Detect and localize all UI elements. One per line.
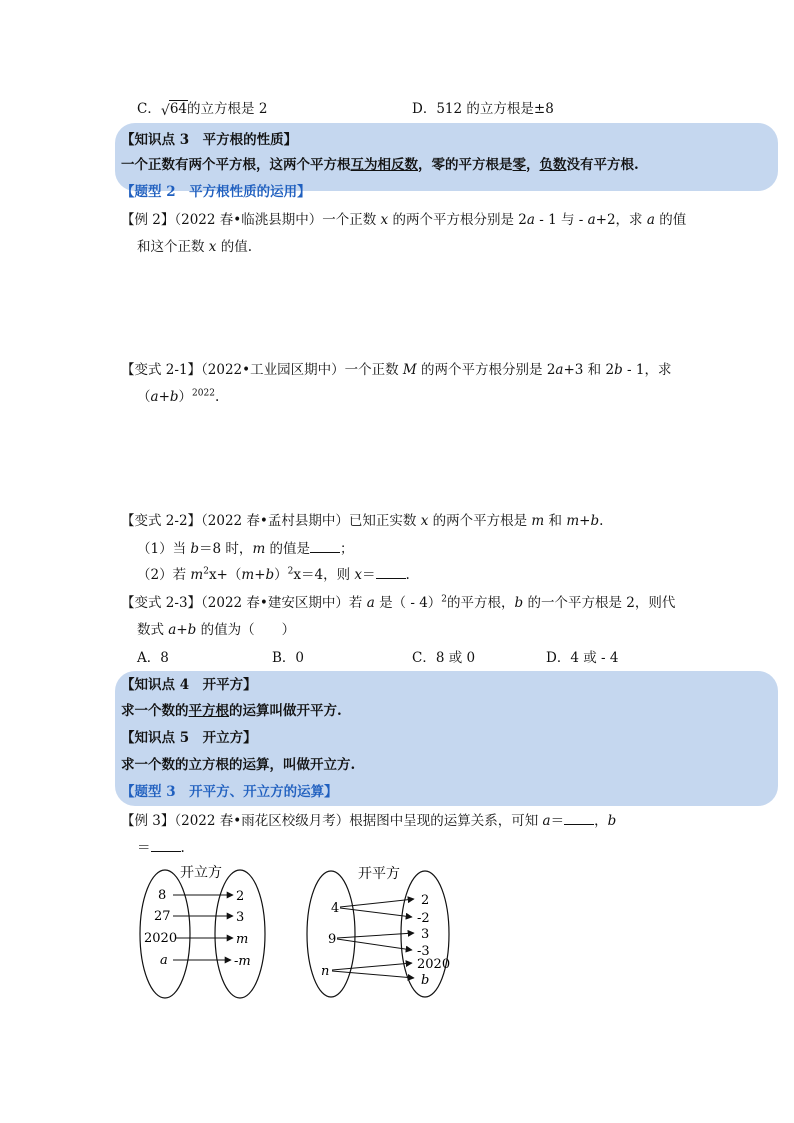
- knowledge-5-title: 【知识点 5 开立方】: [121, 730, 257, 746]
- square-right-neg3: -3: [417, 944, 430, 959]
- choice-a[interactable]: A．8: [137, 650, 169, 666]
- variant-2-2-q1: （1）当 b＝8 时，m 的值是 ；: [137, 541, 354, 557]
- cube-right-2: 2: [236, 889, 245, 904]
- square-left-n: n: [321, 964, 330, 979]
- cube-left-a: a: [160, 953, 168, 968]
- variant-2-2-q2: （2）若 $m^2x+(m+b)^2x=4$，则 x＝ .: [137, 566, 410, 583]
- variant-2-1-line2: $(a+b)^{2022}$.: [137, 388, 220, 405]
- square-right-2: 2: [421, 893, 430, 908]
- square-left-9: 9: [328, 932, 337, 947]
- square-arrow-4-neg2: [340, 908, 412, 917]
- type-2-title: 【题型 2 平方根性质的运用】: [121, 184, 311, 200]
- cube-right-3: 3: [236, 910, 245, 925]
- example-3-line2: ＝ .: [137, 840, 185, 856]
- square-arrow-n-2020: [332, 963, 412, 970]
- knowledge-3-body: 一个正数有两个平方根，这两个平方根互为相反数，零的平方根是零，负数没有平方根.: [121, 157, 639, 173]
- square-arrow-n-b: [332, 971, 414, 978]
- variant-2-3-line2: 数式 a+b 的值为（ ）: [137, 622, 296, 638]
- sqrt-64: √ 64: [160, 101, 188, 119]
- variant-2-1-line1: 【变式 2-1】（2022•工业园区期中）一个正数 M 的两个平方根分别是 2a+3 和 2b - 1，求: [121, 362, 672, 378]
- example-2-line1: 【例 2】（2022 春•临洮县期中）一个正数 x 的两个平方根分别是 2a - 1 与 - a+2，求 a 的值: [121, 212, 687, 228]
- type-3-title: 【题型 3 开平方、开立方的运算】: [121, 784, 338, 800]
- cube-left-27: 27: [154, 909, 171, 924]
- cube-right-m: m: [236, 932, 249, 947]
- example-2-line2: 和这个正数 x 的值.: [137, 239, 253, 255]
- cube-right-neg-m: -m: [234, 954, 251, 969]
- knowledge-3-title: 【知识点 3 平方根的性质】: [121, 132, 298, 148]
- cube-root-title: 开立方: [180, 865, 222, 881]
- example-3-line1: 【例 3】（2022 春•雨花区校级月考）根据图中呈现的运算关系，可知 a＝ ，b: [121, 813, 617, 829]
- option-c: C． √ 64的立方根是 2: [137, 101, 268, 119]
- knowledge-5-body: 求一个数的立方根的运算，叫做开立方.: [121, 757, 356, 773]
- square-root-title: 开平方: [358, 866, 400, 882]
- square-right-3: 3: [421, 927, 430, 942]
- cube-left-2020: 2020: [144, 931, 178, 946]
- square-right-neg2: -2: [417, 911, 430, 926]
- square-arrow-9-3: [337, 933, 414, 938]
- square-right-2020: 2020: [417, 957, 451, 972]
- choice-b[interactable]: B．0: [272, 650, 305, 666]
- cube-left-8: 8: [158, 888, 167, 903]
- knowledge-4-title: 【知识点 4 开平方】: [121, 677, 257, 693]
- square-right-b: b: [421, 973, 430, 988]
- variant-2-3-line1: 【变式 2-3】（2022 春•建安区期中）若 a 是（ - 4）$^2$的平方根，b 的一个平方根是 2，则代: [121, 594, 676, 611]
- variant-2-2-line1: 【变式 2-2】（2022 春•孟村县期中）已知正实数 x 的两个平方根是 m 和 m+b.: [121, 513, 604, 529]
- option-d: D．512 的立方根是±8: [412, 101, 554, 117]
- knowledge-4-body: 求一个数的平方根的运算叫做开平方.: [121, 703, 342, 719]
- choice-c[interactable]: C．8 或 0: [412, 650, 476, 666]
- square-left-4: 4: [331, 901, 340, 916]
- choice-d[interactable]: D．4 或 - 4: [546, 650, 619, 666]
